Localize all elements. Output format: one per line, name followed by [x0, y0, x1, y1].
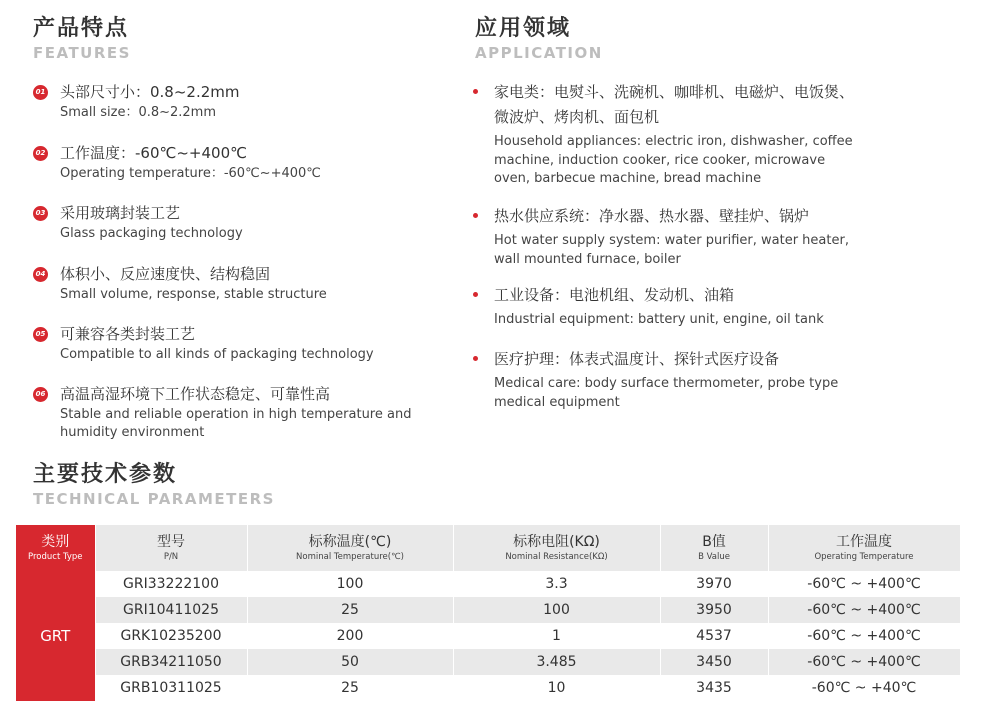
header-nominal-resistance: 标称电阻(KΩ) Nominal Resistance(KΩ)	[453, 525, 660, 571]
table-cell: 25	[247, 597, 453, 623]
feature-text-en: Glass packaging technology	[60, 226, 243, 241]
table-header-row	[16, 525, 960, 571]
header-part-number: 型号 P/N	[95, 525, 247, 571]
table-cell: 25	[247, 675, 453, 701]
feature-item	[33, 262, 327, 304]
application-text-en: Medical care: body surface thermometer, probe type medical equipment	[494, 376, 839, 410]
table-cell: GRB10311025	[95, 675, 247, 701]
table-row	[16, 571, 960, 597]
number-badge: 01	[33, 85, 48, 100]
feature-text-en: Small size：0.8~2.2mm	[60, 105, 217, 120]
header-product-type: 类别 Product Type	[16, 525, 95, 571]
feature-text-zh: 可兼容各类封装工艺	[60, 325, 196, 343]
parameters-table	[16, 525, 961, 701]
table-cell: 3970	[660, 571, 768, 597]
application-text-zh: 热水供应系统：净水器、热水器、壁挂炉、锅炉	[494, 207, 810, 225]
feature-text-en: Operating temperature：-60℃~+400℃	[60, 166, 321, 181]
feature-text-zh: 高温高湿环境下工作状态稳定、可靠性高	[60, 385, 331, 403]
table-cell: -60℃ ~ +400℃	[768, 597, 960, 623]
number-badge: 04	[33, 267, 48, 282]
table-cell: 100	[453, 597, 660, 623]
table-cell: 200	[247, 623, 453, 649]
bullet-icon	[473, 292, 478, 297]
application-title: 应用领域	[475, 16, 572, 41]
number-badge: 06	[33, 387, 48, 402]
feature-item	[33, 141, 321, 183]
feature-item	[33, 201, 243, 243]
table-cell: -60℃ ~ +400℃	[768, 649, 960, 675]
table-cell: GRB34211050	[95, 649, 247, 675]
bullet-icon	[473, 213, 478, 218]
table-cell: -60℃ ~ +400℃	[768, 571, 960, 597]
bullet-icon	[473, 89, 478, 94]
application-item	[473, 80, 864, 189]
feature-text-zh: 工作温度：-60℃~+400℃	[60, 144, 247, 162]
table-cell: 10	[453, 675, 660, 701]
table-cell: 4537	[660, 623, 768, 649]
application-text-zh: 医疗护理：体表式温度计、探针式医疗设备	[494, 350, 780, 368]
table-cell: GRI10411025	[95, 597, 247, 623]
feature-text-zh: 头部尺寸小：0.8~2.2mm	[60, 83, 240, 101]
application-text-en: Industrial equipment: battery unit, engine, oil tank	[494, 312, 824, 327]
feature-text-en: Compatible to all kinds of packaging technology	[60, 347, 374, 362]
table-row	[16, 675, 960, 701]
table-cell: 3.485	[453, 649, 660, 675]
table-row	[16, 597, 960, 623]
application-heading	[475, 16, 603, 62]
application-item	[473, 204, 874, 269]
feature-text-zh: 采用玻璃封装工艺	[60, 204, 181, 222]
feature-text-en: Small volume, response, stable structure	[60, 287, 327, 302]
table-cell: -60℃ ~ +40℃	[768, 675, 960, 701]
feature-item	[33, 80, 240, 122]
table-cell: -60℃ ~ +400℃	[768, 623, 960, 649]
table-cell: 1	[453, 623, 660, 649]
table-cell: 50	[247, 649, 453, 675]
application-item	[473, 347, 874, 412]
features-heading	[33, 16, 131, 62]
header-nominal-temperature: 标称温度(℃) Nominal Temperature(℃)	[247, 525, 453, 571]
table-cell: 3.3	[453, 571, 660, 597]
params-heading	[33, 462, 275, 508]
application-item	[473, 283, 874, 330]
application-subtitle: APPLICATION	[475, 44, 603, 62]
header-b-value: B值 B Value	[660, 525, 768, 571]
application-text-zh: 家电类：电熨斗、洗碗机、咖啡机、电磁炉、电饭煲、微波炉、烤肉机、面包机	[494, 83, 855, 126]
features-subtitle: FEATURES	[33, 44, 131, 62]
params-title: 主要技术参数	[33, 462, 178, 487]
product-type-cell: GRT	[16, 571, 95, 701]
application-text-zh: 工业设备：电池机组、发动机、油箱	[494, 286, 735, 304]
header-operating-temperature: 工作温度 Operating Temperature	[768, 525, 960, 571]
application-text-en: Hot water supply system: water purifier, water heater, wall mounted furnace, boiler	[494, 233, 849, 267]
table-cell: 3450	[660, 649, 768, 675]
table-row	[16, 649, 960, 675]
bullet-icon	[473, 356, 478, 361]
params-subtitle: TECHNICAL PARAMETERS	[33, 490, 275, 508]
feature-item	[33, 382, 420, 442]
feature-text-zh: 体积小、反应速度快、结构稳固	[60, 265, 271, 283]
table-row	[16, 623, 960, 649]
features-title: 产品特点	[33, 16, 130, 41]
feature-item	[33, 322, 374, 364]
table-cell: GRK10235200	[95, 623, 247, 649]
table-cell: 3435	[660, 675, 768, 701]
application-text-en: Household appliances: electric iron, dishwasher, coffee machine, induction cooker, rice cooker, microwave oven, barbecue machine, bread machine	[494, 134, 853, 186]
number-badge: 02	[33, 146, 48, 161]
table-cell: GRI33222100	[95, 571, 247, 597]
number-badge: 05	[33, 327, 48, 342]
table-cell: 3950	[660, 597, 768, 623]
table-cell: 100	[247, 571, 453, 597]
feature-text-en: Stable and reliable operation in high temperature and humidity environment	[60, 407, 412, 440]
number-badge: 03	[33, 206, 48, 221]
